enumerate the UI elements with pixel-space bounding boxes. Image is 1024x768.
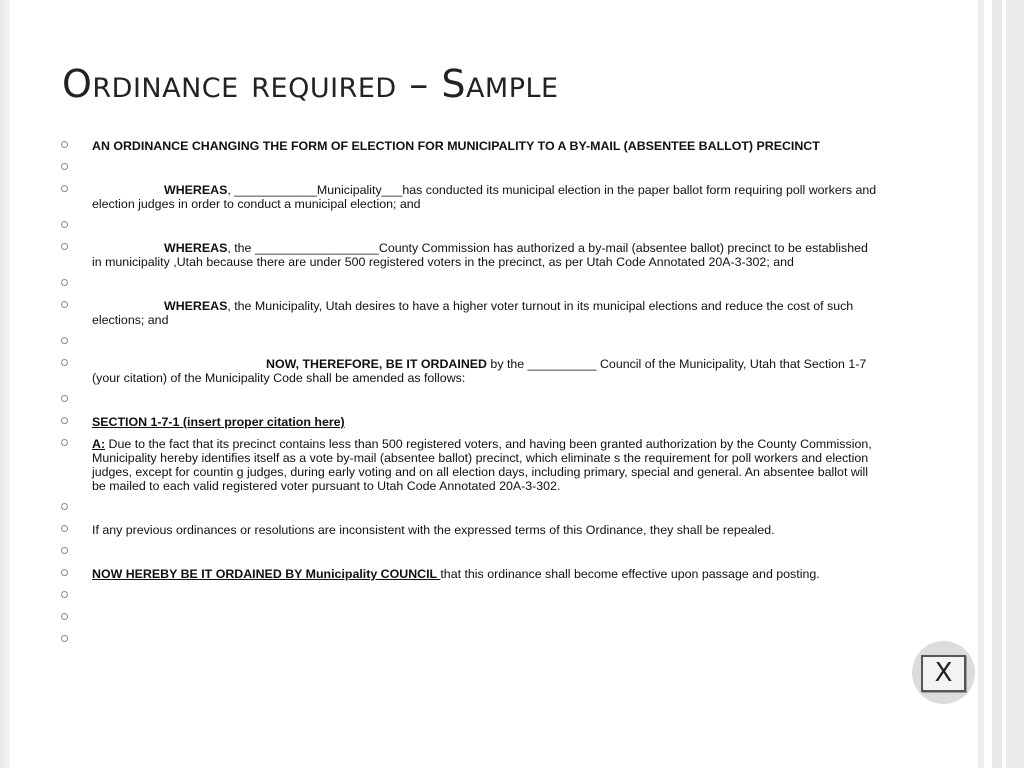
right-border-stripes [978,0,1024,768]
effective-clause [60,567,880,581]
effective-keyword: NOW HEREBY BE IT ORDAINED BY Municipality COUNCIL [92,567,441,581]
whereas-clause-1 [60,183,880,211]
ordained-keyword: NOW, THEREFORE, BE IT ORDAINED [266,357,487,371]
bullet-icon [61,279,68,286]
section-heading: SECTION 1-7-1 (insert proper citation here) [92,415,345,429]
repeal-clause [60,523,880,537]
bullet-icon [61,141,68,148]
ordained-text: by the __________ Council of the Municipality, Utah that Section 1-7 (your citation) of the Municipality Code shall be amended as follows: [92,357,867,385]
ordinance-body [60,139,880,655]
empty-list-item [60,501,880,515]
bullet-icon [61,613,68,620]
whereas-keyword: WHEREAS [164,183,228,197]
whereas-text: , ____________Municipality___has conducted its municipal election in the paper ballot form requiring poll workers and election judges in order to conduct a municipal election; and [92,183,877,211]
close-button[interactable] [912,641,975,704]
bullet-icon [61,301,68,308]
bullet-icon [61,221,68,228]
whereas-clause-3 [60,299,880,327]
left-border-stripe [0,0,10,768]
bullet-icon [61,243,68,250]
subsection-a [60,437,880,493]
bullet-icon [61,359,68,366]
empty-list-item [60,161,880,175]
whereas-clause-2 [60,241,880,269]
whereas-text: , the __________________County Commission has authorized a by-mail (absentee ballot) precinct to be established in municipality ,Utah because there are under 500 registered voters in the precinct, as per Utah Code Annotated 20A-3-302; and [92,241,868,269]
empty-list-item [60,545,880,559]
empty-list-item [60,219,880,233]
ordinance-heading-item [60,139,880,153]
empty-list-item [60,589,880,603]
empty-list-item [60,633,880,647]
whereas-text: , the Municipality, Utah desires to have a higher voter turnout in its municipal elections and reduce the cost of such elections; and [92,299,854,327]
section-heading-item [60,415,880,429]
bullet-icon [61,337,68,344]
bullet-icon [61,635,68,642]
bullet-icon [61,547,68,554]
subsection-a-text: Due to the fact that its precinct contains less than 500 registered voters, and having been granted authorization by the County Commission, Municipality hereby identifies itself as a vote by-mail (absentee ballot) precinct, which eliminate s the requirement for poll workers and election judges, except for countin g judges, during early voting and on all election days, including primary, special and general. An absentee ballot will be mailed to each valid registered voter pursuant to Utah Code Annotated 20A-3-302. [92,437,872,493]
bullet-icon [61,503,68,510]
bullet-icon [61,591,68,598]
bullet-icon [61,525,68,532]
empty-list-item [60,393,880,407]
empty-list-item [60,611,880,625]
empty-list-item [60,277,880,291]
ordinance-heading: AN ORDINANCE CHANGING THE FORM OF ELECTION FOR MUNICIPALITY TO A BY-MAIL (ABSENTEE BALLOT) PRECINCT [92,139,820,153]
repeal-text: If any previous ordinances or resolutions are inconsistent with the expressed terms of this Ordinance, they shall be repealed. [92,523,775,537]
effective-text: that this ordinance shall become effective upon passage and posting. [440,567,820,581]
close-icon[interactable]: X [921,655,966,692]
whereas-keyword: WHEREAS [164,299,228,313]
bullet-icon [61,185,68,192]
ordained-clause [60,357,880,385]
bullet-icon [61,417,68,424]
subsection-a-label: A: [92,437,106,451]
slide-title: Ordinance required – Sample [62,62,559,106]
bullet-icon [61,395,68,402]
bullet-icon [61,439,68,446]
bullet-icon [61,569,68,576]
bullet-icon [61,163,68,170]
whereas-keyword: WHEREAS [164,241,228,255]
empty-list-item [60,335,880,349]
